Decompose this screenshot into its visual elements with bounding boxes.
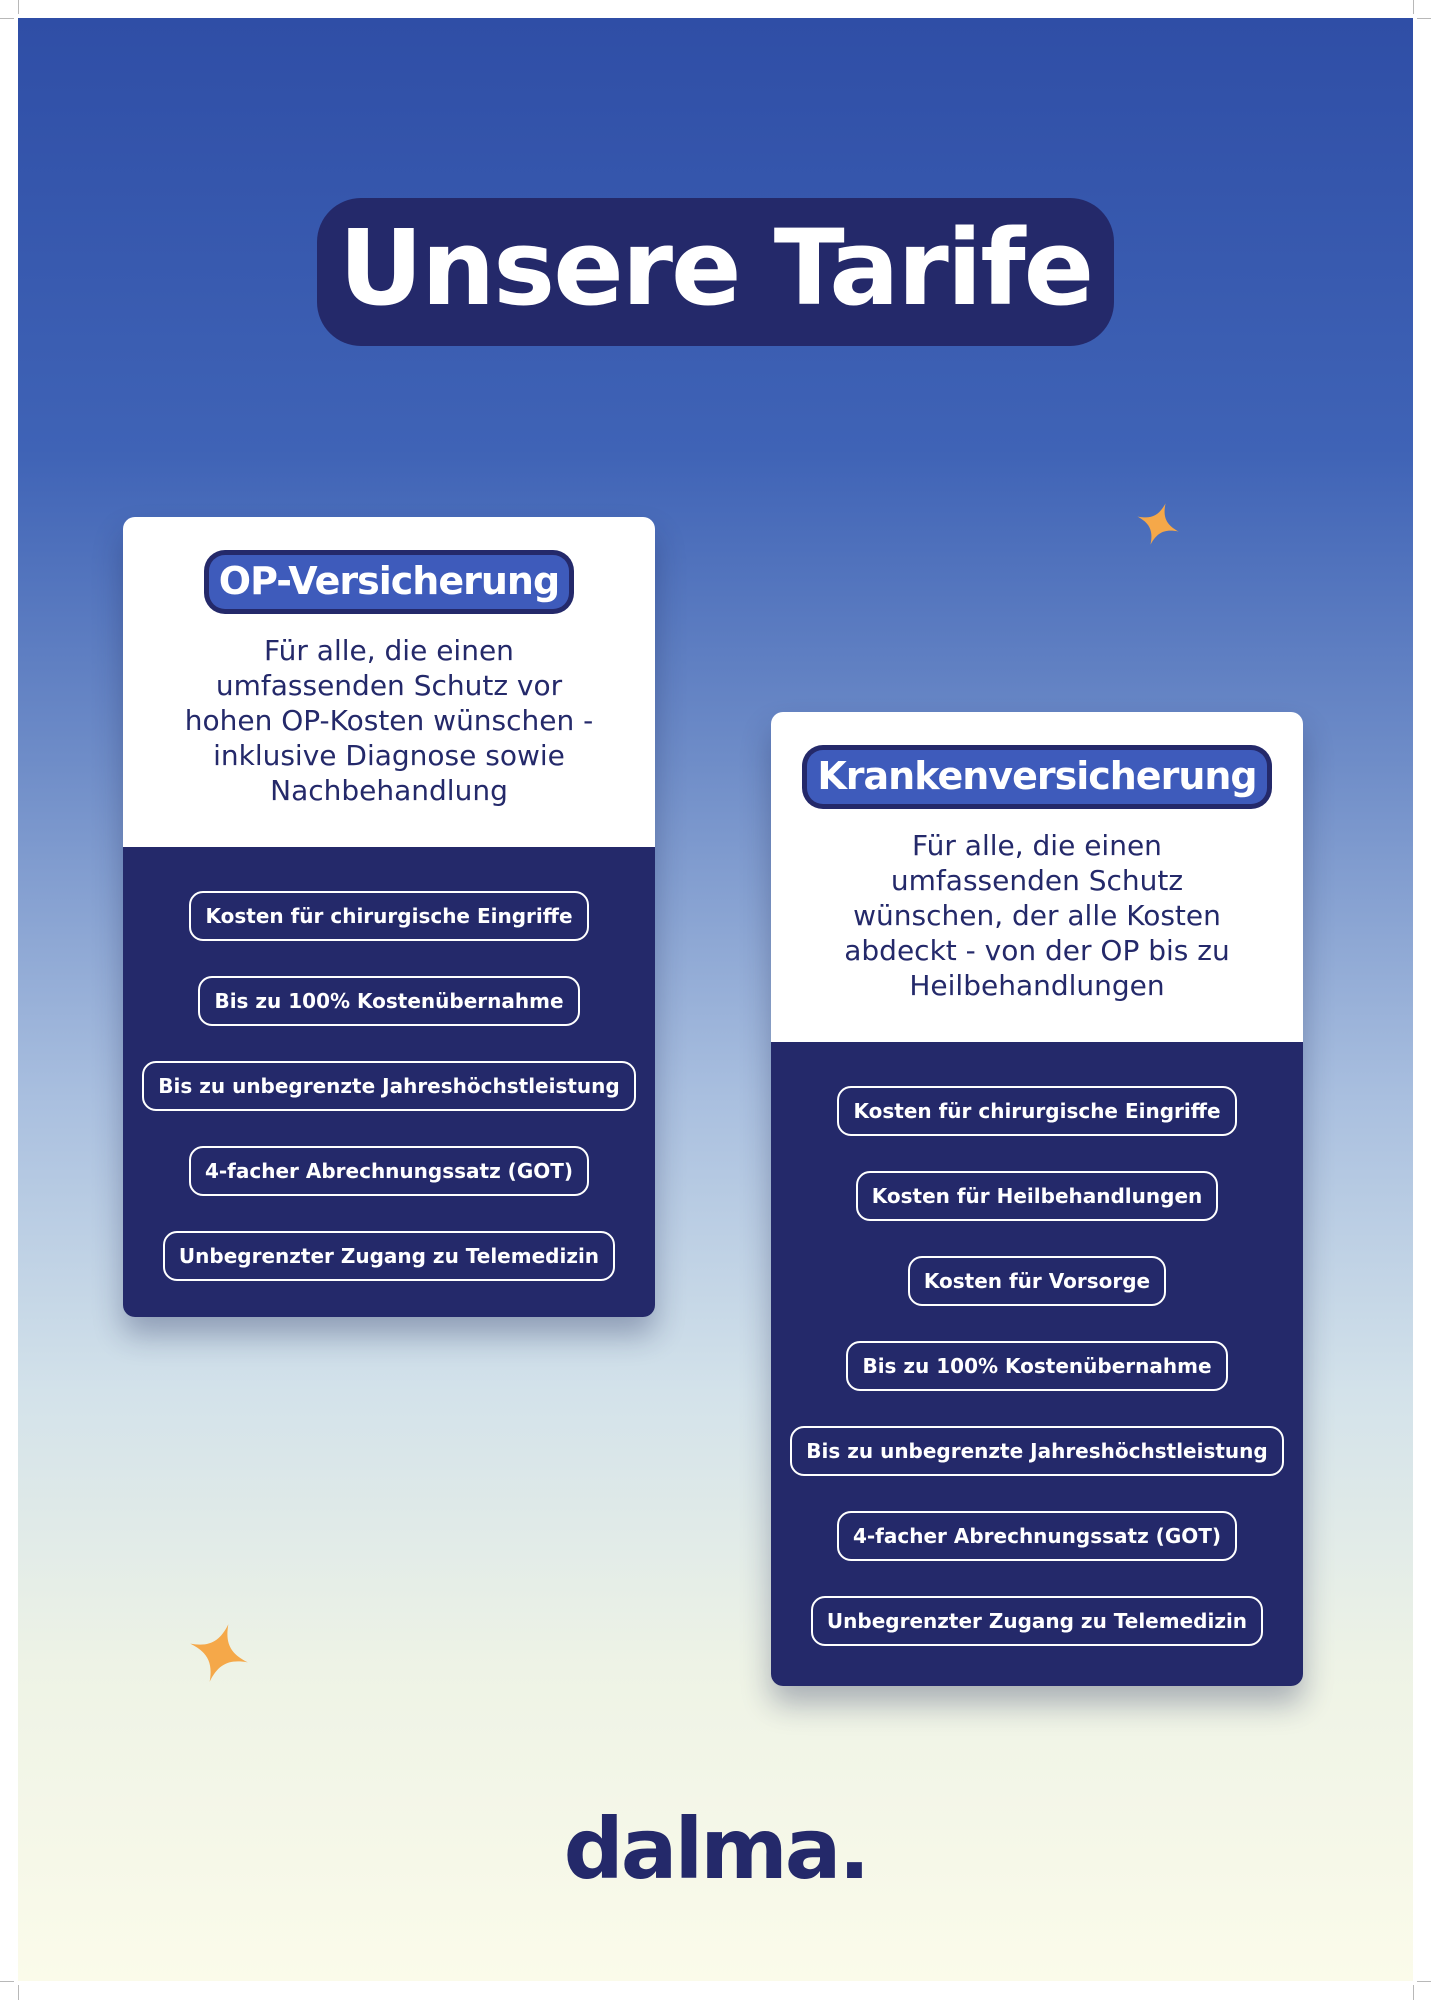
card-description: Für alle, die einen umfassenden Schutz wünschen, der alle Kosten abdeckt - von der OP bis zu Heilbehandlungen bbox=[844, 829, 1230, 1002]
crop-mark bbox=[0, 18, 14, 19]
feature-list bbox=[771, 1042, 1303, 1686]
feature-pill: Kosten für chirurgische Eingriffe bbox=[189, 891, 588, 941]
title-area bbox=[18, 198, 1413, 346]
crop-mark bbox=[0, 1981, 14, 1982]
feature-pill: Kosten für Vorsorge bbox=[908, 1256, 1166, 1306]
card-title: Krankenversicherung bbox=[807, 750, 1266, 804]
feature-pill: Bis zu unbegrenzte Jahreshöchstleistung bbox=[142, 1061, 635, 1111]
crop-mark bbox=[1413, 1985, 1414, 2000]
feature-list bbox=[123, 847, 655, 1317]
feature-pill: Bis zu 100% Kostenübernahme bbox=[846, 1341, 1227, 1391]
feature-pill: Kosten für chirurgische Eingriffe bbox=[837, 1086, 1236, 1136]
card-description: Für alle, die einen umfassenden Schutz vor hohen OP-Kosten wünschen - inklusive Diagnose sowie Nachbehandlung bbox=[184, 634, 594, 807]
crop-mark bbox=[1417, 1981, 1431, 1982]
tariff-card-kranken bbox=[771, 712, 1303, 1686]
feature-pill: 4-facher Abrechnungssatz (GOT) bbox=[189, 1146, 589, 1196]
tariff-card-op bbox=[123, 517, 655, 1317]
feature-pill: Unbegrenzter Zugang zu Telemedizin bbox=[163, 1231, 615, 1281]
card-title: OP-Versicherung bbox=[209, 555, 569, 609]
crop-mark bbox=[1413, 0, 1414, 14]
feature-pill: 4-facher Abrechnungssatz (GOT) bbox=[837, 1511, 1237, 1561]
sparkle-icon bbox=[186, 1620, 252, 1686]
page-title: Unsere Tarife bbox=[317, 198, 1114, 346]
card-header bbox=[123, 517, 655, 847]
feature-pill: Unbegrenzter Zugang zu Telemedizin bbox=[811, 1596, 1263, 1646]
crop-mark bbox=[18, 1985, 19, 2000]
feature-pill: Kosten für Heilbehandlungen bbox=[856, 1171, 1219, 1221]
feature-pill: Bis zu unbegrenzte Jahreshöchstleistung bbox=[790, 1426, 1283, 1476]
sparkle-icon bbox=[1134, 500, 1182, 548]
feature-pill: Bis zu 100% Kostenübernahme bbox=[198, 976, 579, 1026]
poster-page bbox=[18, 18, 1413, 1981]
crop-mark bbox=[18, 0, 19, 14]
crop-mark bbox=[1417, 18, 1431, 19]
card-header bbox=[771, 712, 1303, 1042]
brand-logo: dalma. bbox=[563, 1800, 868, 1898]
